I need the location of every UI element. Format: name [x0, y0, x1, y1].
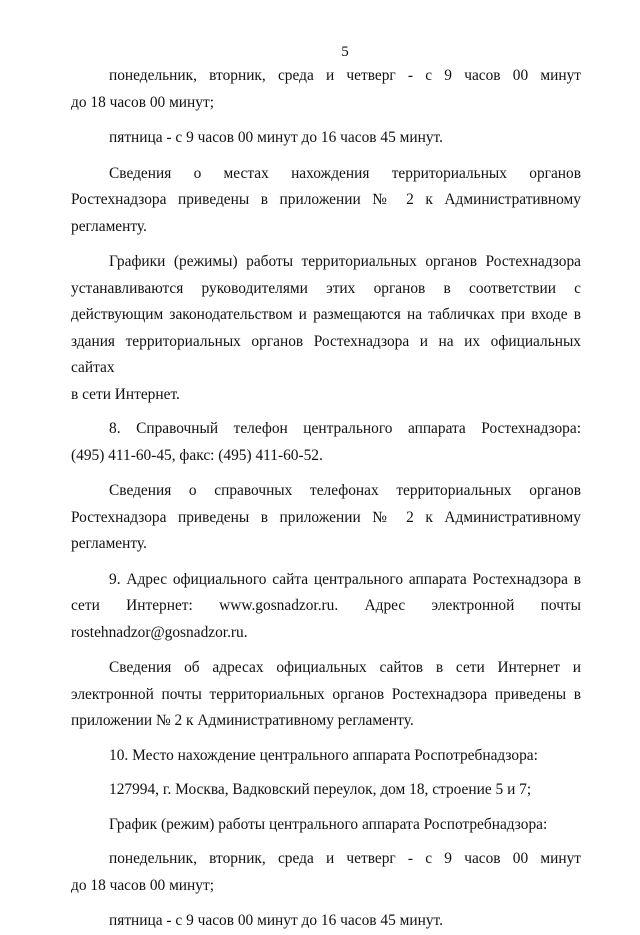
text-line: пятница - с 9 часов 00 минут до 16 часов 45 минут.	[109, 912, 443, 929]
paragraph-territorial-websites	[71, 655, 581, 735]
text-line: пятница - с 9 часов 00 минут до 16 часов 45 минут.	[109, 129, 443, 146]
text-line: сети Интернет: www.gosnadzor.ru. Адрес электронной почты	[71, 597, 581, 614]
text-line: регламенту.	[71, 535, 147, 552]
paragraph-rospotreb-friday	[71, 908, 581, 935]
page-number: 5	[341, 44, 349, 60]
text-line: понедельник, вторник, среда и четверг - с 9 часов 00 минут	[109, 67, 581, 84]
text-line: Графики (режимы) работы территориальных органов Ростехнадзора	[109, 253, 581, 270]
paragraph-territorial-phones	[71, 478, 581, 558]
text-line: График (режим) работы центрального аппарата Роспотребнадзора:	[109, 815, 548, 833]
text-line: до 18 часов 00 минут;	[71, 93, 214, 111]
paragraph-rospotreb-address	[71, 777, 581, 804]
document-body	[71, 63, 581, 935]
text-line: действующим законодательством и размещаются на табличках при входе в	[71, 306, 581, 323]
text-line: 9. Адрес официального сайта центрального аппарата Ростехнадзора в	[109, 570, 581, 588]
text-line: электронной почты территориальных органов Ростехнадзора приведены в	[71, 685, 581, 703]
text-line: устанавливаются руководителями этих органов в соответствии с	[71, 279, 581, 297]
text-line: в сети Интернет.	[71, 385, 180, 403]
text-line: Сведения о местах нахождения территориальных органов	[109, 164, 581, 182]
text-line: приложении № 2 к Административному регламенту.	[71, 712, 414, 729]
paragraph-territorial-schedules	[71, 249, 581, 408]
text-line: (495) 411-60-45, факс: (495) 411-60-52.	[71, 446, 323, 464]
paragraph-rospotreb-weekdays	[71, 846, 581, 899]
text-line: регламенту.	[71, 217, 147, 235]
text-line: здания территориальных органов Ростехнадзора и на их официальных сайтах	[71, 332, 581, 376]
text-line: Сведения об адресах официальных сайтов в сети Интернет и	[109, 659, 581, 676]
paragraph-schedule-weekdays	[71, 63, 581, 116]
text-line: Сведения о справочных телефонах территориальных органов	[109, 482, 581, 499]
text-line: rostehnadzor@gosnadzor.ru.	[71, 623, 248, 641]
text-line: 127994, г. Москва, Вадковский переулок, дом 18, строение 5 и 7;	[109, 781, 532, 798]
text-line: Ростехнадзора приведены в приложении № 2 к Административному	[71, 508, 581, 526]
paragraph-schedule-friday	[71, 125, 581, 152]
paragraph-rospotreb-location	[71, 743, 581, 770]
paragraph-rospotreb-schedule-title	[71, 812, 581, 839]
text-line: Ростехнадзора приведены в приложении № 2 к Административному	[71, 191, 581, 208]
paragraph-phone	[71, 416, 581, 469]
text-line: понедельник, вторник, среда и четверг - с 9 часов 00 минут	[109, 850, 581, 867]
text-line: до 18 часов 00 минут;	[71, 876, 214, 894]
paragraph-territorial-locations	[71, 161, 581, 241]
text-line: 8. Справочный телефон центрального аппарата Ростехнадзора:	[109, 420, 581, 437]
paragraph-website	[71, 567, 581, 647]
text-line: 10. Место нахождение центрального аппарата Роспотребнадзора:	[109, 746, 538, 764]
